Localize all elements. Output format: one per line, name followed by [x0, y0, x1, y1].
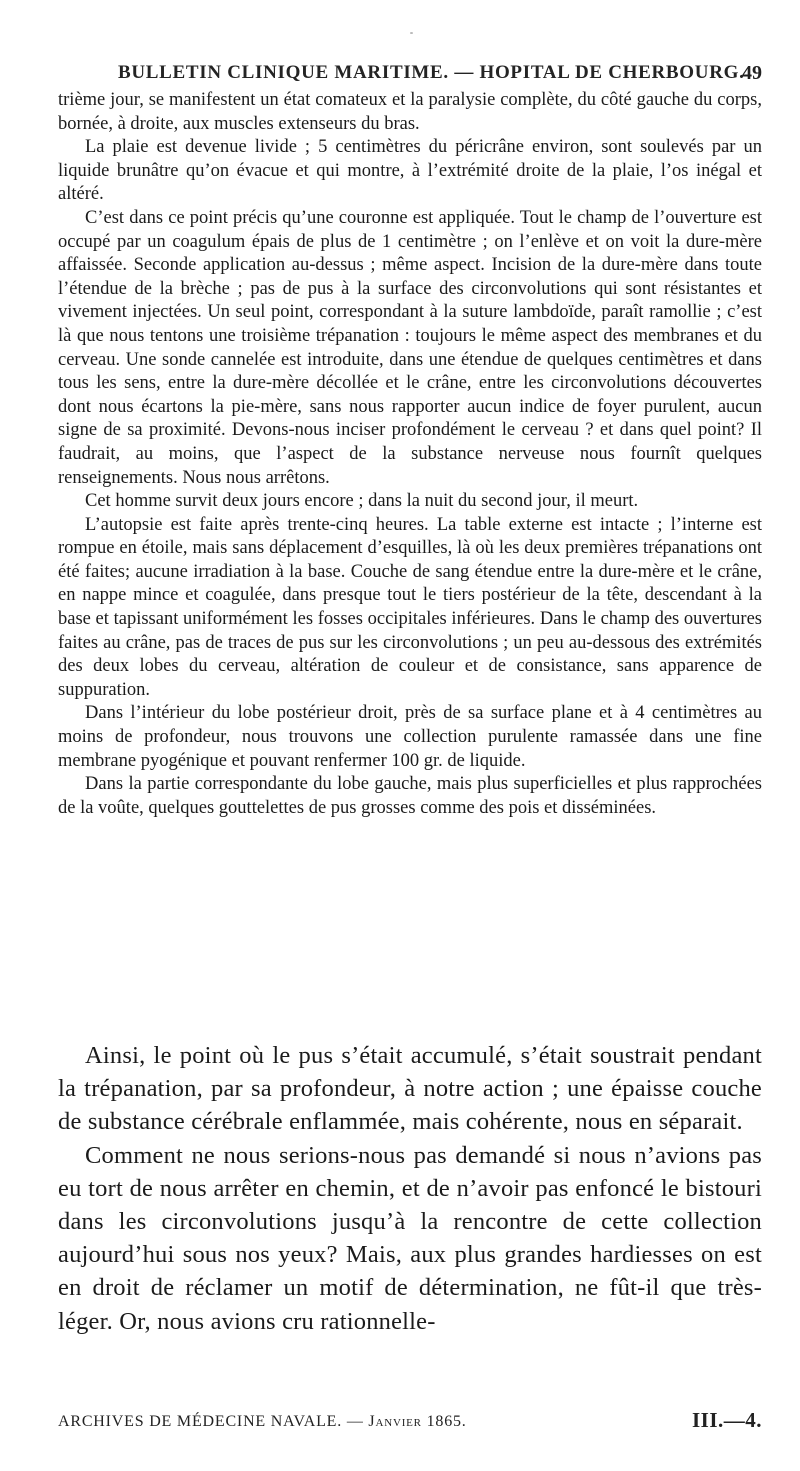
paragraph-left-lobe: Dans la partie correspondante du lobe gauche, mais plus superficielles et plus rapprochées de la voûte, quelques gouttelettes de pus grosses comme des pois et disséminées.	[58, 774, 762, 818]
small-type-case-report	[58, 89, 762, 820]
volume-signature: III.—4.	[691, 1408, 762, 1432]
journal-footer: ARCHIVES DE MÉDECINE NAVALE. — Janvier 1865.	[58, 1413, 467, 1430]
commentary-paragraph-2: Comment ne nous serions-nous pas demandé si nous n’avions pas eu tort de nous arrêter en chemin, et de n’avoir pas enfoncé le bistouri dans les circonvolutions jusqu’à la rencontre de cette collection aujourd’hui sous nos yeux? Mais, aux plus grandes hardiesses on est en droit de réclamer un motif de détermination, ne fût-il que très-léger. Or, nous avions cru rationnelle-	[58, 1141, 762, 1335]
paragraph-coma: trième jour, se manifestent un état comateux et la paralysie complète, du côté gauche du corps, bornée, à droite, aux muscles extenseurs du bras.	[58, 90, 762, 134]
paragraph-survival: Cet homme survit deux jours encore ; dans la nuit du second jour, il meurt.	[85, 491, 639, 512]
paragraph-wound: La plaie est devenue livide ; 5 centimètres du péricrâne environ, sont soulevés par un liquide brunâtre qu’on évacue et qui montre, à l’extrémité droite de la plaie, l’os inégal et altéré.	[58, 137, 762, 205]
page-number: 49	[742, 62, 762, 84]
large-type-commentary	[58, 1039, 762, 1338]
paragraph-right-lobe: Dans l’intérieur du lobe postérieur droit, près de sa surface plane et à 4 centimètres au moins de profondeur, nous trouvons une collection purulente ramassée dans une fine membrane pyogénique et pouvant renfermer 100 gr. de liquide.	[58, 703, 762, 771]
page-footer	[58, 1408, 762, 1440]
paragraph-autopsy: L’autopsie est faite après trente-cinq heures. La table externe est intacte ; l’interne est rompue en étoile, mais sans déplacement d’esquilles, là où les deux premières trépanations ont été faites; aucune irradiation à la base. Couche de sang étendue entre la dure-mère et le crâne, en nappe mince et coagulée, dans presque tout le tiers postérieur de la tête, descendant à la base et tapissant uniformément les fosses occipitales inférieures. Dans le champ des ouvertures faites au crâne, pas de traces de pus sur les circonvolutions ; un peu au-dessous des extrémités des deux lobes du cerveau, altération de couleur et de consistance, sans apparence de suppuration.	[58, 514, 762, 700]
print-speck	[410, 32, 413, 34]
commentary-paragraph-1: Ainsi, le point où le pus s’était accumulé, s’était soustrait pendant la trépanation, par sa profondeur, à notre action ; une épaisse couche de substance cérébrale enflammée, mais cohérente, nous en séparait.	[58, 1042, 762, 1136]
running-title: BULLETIN CLINIQUE MARITIME. — HOPITAL DE CHERBOURG.	[118, 62, 745, 83]
running-header	[0, 45, 800, 85]
paragraph-trepanation: C’est dans ce point précis qu’une couronne est appliquée. Tout le champ de l’ouverture est occupé par un coagulum épais de plus de 1 centimètre ; on l’enlève et on voit la dure-mère affaissée. Seconde application au-dessus ; même aspect. Incision de la dure-mère dans toute l’étendue de la brèche ; pas de pus à la surface des circonvolutions qui sont résistantes et vivement injectées. Un seul point, correspondant à la suture lambdoïde, paraît ramollie ; c’est là que nous tentons une troisième trépanation : toujours le même aspect des membranes et du cerveau. Une sonde cannelée est introduite, dans une étendue de quelques centimètres et dans tous les sens, entre la dure-mère décollée et le crâne, entre les circonvolutions découvertes dont nous écartons la pie-mère, sans nous rapporter aucun indice de foyer purulent, aucun signe de sa proximité. Devons-nous inciser profondément le cerveau ? et dans quel point? Il faudrait, au moins, que l’aspect de la substance nerveuse nous fournît quelques renseignements. Nous nous arrêtons.	[58, 207, 762, 488]
